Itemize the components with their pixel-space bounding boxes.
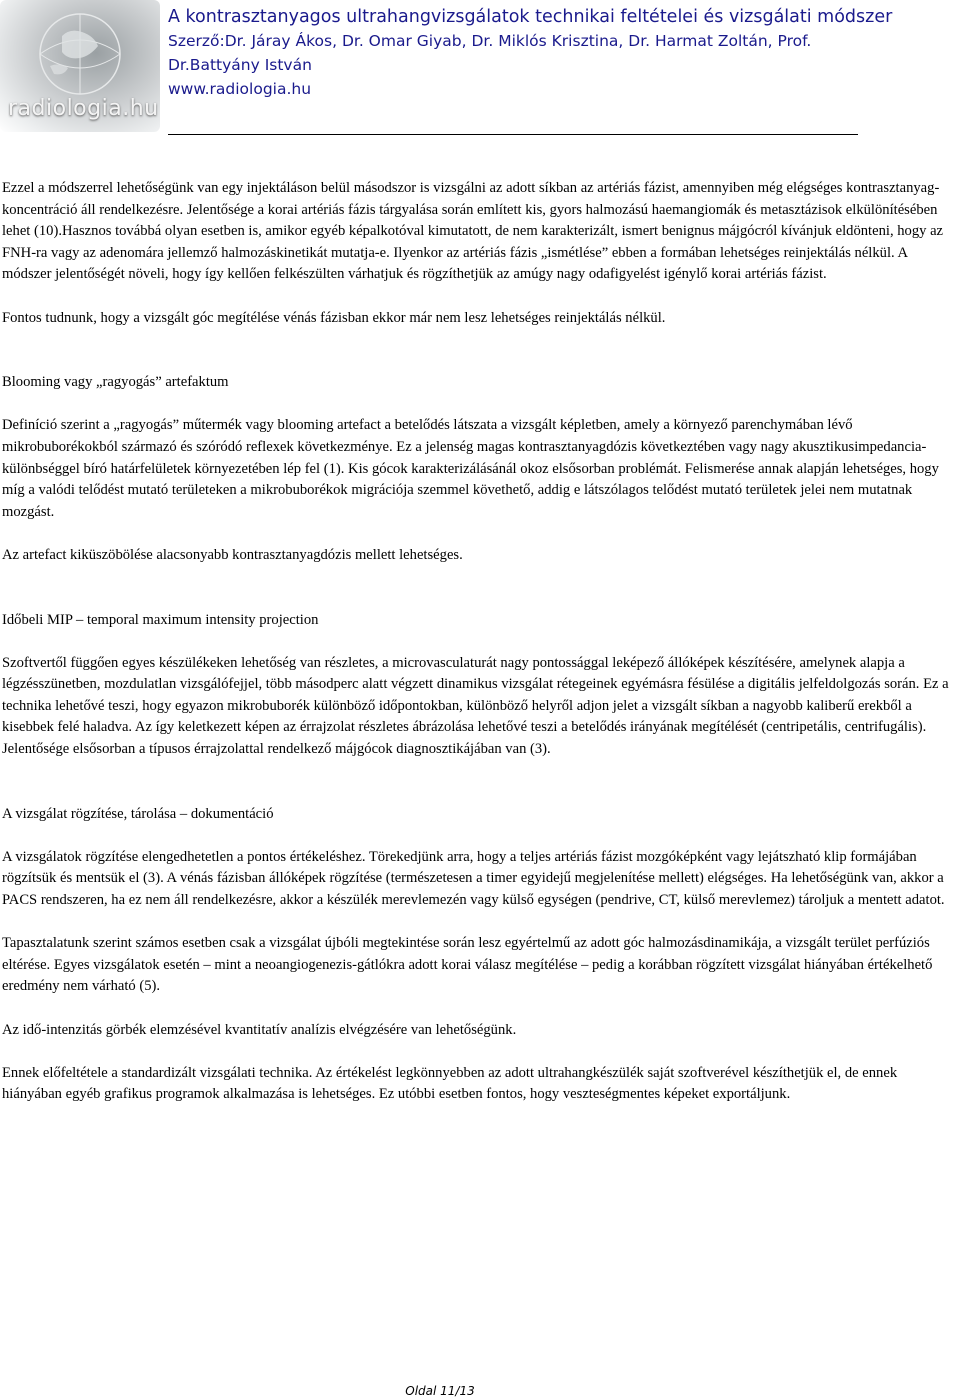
section-heading-documentation: A vizsgálat rögzítése, tárolása – dokumentáció	[2, 805, 274, 822]
paragraph-quantitative: Az idő-intenzitás görbék elemzésével kvantitatív analízis elvégzésére van lehetőségünk.	[2, 1021, 517, 1038]
paragraph-mip: Szoftvertől függően egyes készülékeken lehetőség van részletes, a microvasculaturát nagy pontossággal leképező állóképek készítésére, amelynek alapja a légzésszünetben, mozdulatlan vizsgálófejjel, több másodperc alatt végzett dinamikus vizsgálat rétegeinek egyémásra fésülése a digitális jelfeldolgozás során. Ez a technika lehetővé teszi, hogy egyazon mikrobuborék különböző időpontokban, különböző helyről adjon jelet a vizsgált síkban a nagyobb kaliberű erekből a kisebbek felé haladva. Az így keletkezett képen az érrajzolat részletes ábrázolása lehetővé teszi a betelődés irányának megítélését (centripetális, centrifugális). Jelentősége elsősorban a típusos érrajzolattal rendelkező májgócok diagnosztikájában van (3).	[2, 654, 949, 758]
paragraph-reinjection: Ezzel a módszerrel lehetőségünk van egy injektáláson belül másodszor is vizsgálni az adott síkban az artériás fázist, amennyiben még elégséges kontrasztanyag-koncentráció áll rendelkezésre. Jelentősége a korai artériás fázis tárgyalása során említett kis, gyors halmozású haemangiomák és metasztázisok elkülönítésében lehet (10).Hasznos továbbá olyan esetben is, amikor egyéb képalkotóval kimutatott, de nem karakterizált, ismert benignus májgócról kívánjuk eldönteni, hogy az FNH-ra vagy az adenomára jellemző halmozáskinetikát mutatja-e. Ilyenkor az artériás fázis „ismétlése” ebben a formában lehetséges reinjektálás nélkül. A módszer jelentőségét növeli, hogy így kellően felkészülten várhatjuk és rögzíthetjük az amúgy nagy odafigyelést igénylő korai artériás fázist.	[2, 180, 944, 283]
section-heading-mip: Időbeli MIP – temporal maximum intensity projection	[2, 611, 319, 628]
article-body	[2, 178, 952, 1128]
header-divider	[168, 134, 858, 135]
paragraph-review: Tapasztalatunk szerint számos esetben csak a vizsgálat újbóli megtekintése során lesz egyértelmű az adott góc halmozásdinamikája, a vizsgált terület perfúziós eltérése. Egyes vizsgálatok esetén – mint a neoangiogenezis-gátlókra adott korai válasz megítélése – pedig a korábban rögzített vizsgálat hiányában értékelhető eredmény nem várható (5).	[2, 935, 933, 995]
paragraph-blooming-solution: Az artefact kiküszöbölése alacsonyabb kontrasztanyagdózis mellett lehetséges.	[2, 546, 463, 563]
title-block	[168, 5, 892, 101]
paragraph-venous-note: Fontos tudnunk, hogy a vizsgált góc megítélése vénás fázisban ekkor már nem lesz lehetséges reinjektálás nélkül.	[2, 309, 666, 326]
paragraph-recording: A vizsgálatok rögzítése elengedhetetlen a pontos értékeléshez. Törekedjünk arra, hogy a teljes artériás fázist mozgóképként vagy lejátszható klip formájában rögzítsük és mentsük el (3). A vénás fázisban állóképek rögzítése (természetesen a timer egyidejű megjelenítése mellett) elégséges. Ha lehetőségünk van, akkor a PACS rendszeren, ha ez nem áll rendelkezésre, akkor a készülék merevlemezén vagy külső egységen (pendrive, CT, külső merevlemez) tároljuk a mentett adatot.	[2, 848, 945, 909]
document-title: A kontrasztanyagos ultrahangvizsgálatok technikai feltételei és vizsgálati módszer	[168, 7, 893, 27]
radiologia-logo	[0, 0, 160, 132]
paragraph-blooming-definition: Definíció szerint a „ragyogás” műtermék vagy blooming artefact a betelődés látszata a vizsgált képletben, amely a környező parenchymában lévő mikrobuborékokból származó és szóródó reflexek következménye. Ez a jelenség magas kontrasztanyagdózis következtében vagy nagy akusztikusimpedancia-különbséggel bíró határfelületek környezetében lép fel (1). Kis gócok karakterizálásánál okoz elsősorban problémát. Felismerése annak alapján lehetséges, hogy míg a valódi telődést mutató területeken a mikrobuborékok migrációja szemmel követhető, addig e látszólagos telődést mutató területek jelei nem mutatnak mozgást.	[2, 417, 939, 520]
website-link[interactable]: www.radiologia.hu	[168, 80, 312, 98]
section-heading-blooming: Blooming vagy „ragyogás” artefaktum	[2, 374, 229, 391]
page-number: Oldal 11/13	[405, 1384, 475, 1398]
logo-text: radiologia.hu	[8, 96, 159, 121]
globe-icon	[10, 6, 150, 96]
paragraph-prerequisite: Ennek előfeltétele a standardizált vizsgálati technika. Az értékelést legkönnyebben az adott ultrahangkészülék saját szoftverével készíthetjük el, de ennek hiányában egyéb grafikus programok alkalmazása is lehetséges. Ez utóbbi esetben fontos, hogy veszteségmentes képeket exportáljunk.	[2, 1064, 898, 1103]
page-header	[0, 0, 960, 136]
authors-line: Szerző:Dr. Járay Ákos, Dr. Omar Giyab, Dr. Miklós Krisztina, Dr. Harmat Zoltán, Prof. Dr.Battyány István	[168, 32, 812, 74]
